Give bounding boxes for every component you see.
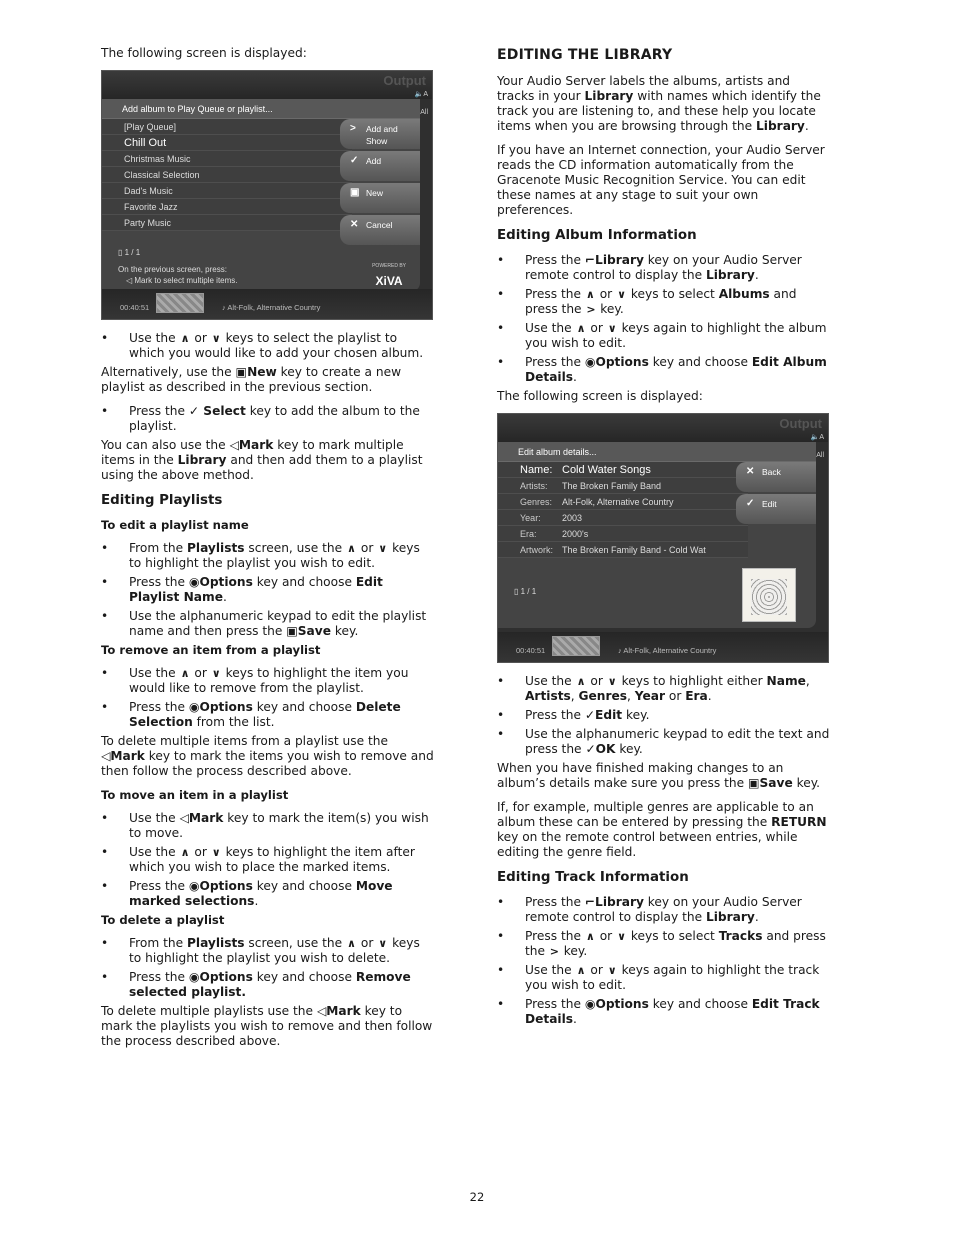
field-artwork[interactable]: Artwork: The Broken Family Band - Cold Wat [498,542,748,558]
options-icon: ◉ [584,355,596,369]
album-thumbnail [156,293,204,313]
back-button[interactable]: ✕ Back [736,462,816,492]
library-icon: ⌐ [584,253,596,267]
task-heading: To move an item in a playlist [101,788,289,802]
section-title: EDITING THE LIBRARY [497,47,673,63]
options-icon: ◉ [188,970,200,984]
close-icon: ✕ [746,466,755,477]
list-item: • Press the ◉Options key and choose Edit Track Details. [497,997,831,1027]
check-icon: ✓ [350,155,359,166]
check-icon: ✓ [584,708,596,722]
task-heading: To delete a playlist [101,913,225,927]
list-item: • Press the ⌐Library key on your Audio Server remote control to display the Library. [497,895,831,925]
track-steps [497,895,831,1027]
page-counter: ▯ 1 / 1 [118,248,141,257]
volume-icon: 🔈A [810,434,824,441]
field-artists[interactable]: Artists: The Broken Family Band [498,478,748,494]
dialog-footer [118,247,404,286]
down-arrow-icon: ∨ [211,332,221,345]
add-button[interactable]: ✓ Add [340,151,420,181]
add-and-show-button[interactable]: > Add and Show [340,119,420,149]
edit-album-screenshot [497,413,829,663]
hint-line-2: ◁ Mark to select multiple items. [126,276,238,285]
field-genres[interactable]: Genres: Alt-Folk, Alternative Country [498,494,748,510]
options-icon: ◉ [188,575,200,589]
dialog-header: Add album to Play Queue or playlist... [102,99,420,119]
album-artwork [742,568,796,622]
page-number: 22 [469,1190,485,1204]
check-icon: ✓ [188,404,200,418]
down-arrow-icon: ∨ [211,667,221,680]
down-arrow-icon: ∨ [607,964,617,977]
page-counter: ▯ 1 / 1 [514,587,537,596]
field-name[interactable]: Name: Cold Water Songs [498,462,748,478]
hint-line-1: On the previous screen, press: [118,265,227,274]
output-label: Output [383,73,426,88]
check-icon: ✓ [585,742,596,756]
list-item: • Use the ◁Mark key to mark the item(s) you wish to move. [101,811,435,841]
edit-button[interactable]: ✓ Edit [736,494,816,524]
task-heading: To remove an item from a playlist [101,643,321,657]
chevron-right-icon: > [586,303,596,316]
chevron-right-icon: > [350,123,356,134]
library-icon: ⌐ [584,895,596,909]
list-item: • Press the ✓ Select key to add the album to the playlist. [101,404,435,434]
up-arrow-icon: ∧ [180,846,190,859]
all-label: All [816,452,824,459]
list-item: • Press the ◉Options key and choose Edit Album Details. [497,355,831,385]
list-item[interactable]: Favorite Jazz [102,199,352,215]
paragraph: If you have an Internet connection, your Audio Server reads the CD information automatically from the Gracenote Music Recognition Service. You can edit these names at any stage to suit your own preferences. [497,143,825,217]
screen-top-bar [102,71,432,99]
list-item: • Use the ∧ or ∨ keys again to highlight the album you wish to edit. [497,321,831,351]
dialog-panel [498,442,816,628]
left-column [101,46,435,1058]
section-heading: Editing Playlists [101,493,223,508]
output-label: Output [779,416,822,431]
screen-intro: The following screen is displayed: [101,46,307,60]
volume-icon: 🔈A [414,91,428,98]
now-playing-genre: ♪ Alt-Folk, Alternative Country [222,303,321,312]
album-steps [497,253,831,385]
save-icon: ▣ [747,776,760,790]
up-arrow-icon: ∧ [180,667,190,680]
down-arrow-icon: ∨ [378,542,388,555]
playlist-list [102,119,352,231]
paragraph: Your Audio Server labels the albums, artists and tracks in your Library with names which identify the track you are listening to, and these help you locate items when you are browsing through the Library. [497,74,821,133]
mark-key-icon: ◁ [179,811,189,825]
new-key-icon: ▣ [235,365,248,379]
task-steps [101,936,435,1000]
new-icon: ▣ [350,187,360,198]
paragraph: Alternatively, use the ▣New key to create a new playlist as described in the previous section. [101,365,402,394]
list-item[interactable]: Dad's Music [102,183,352,199]
down-arrow-icon: ∨ [617,930,627,943]
list-item: • From the Playlists screen, use the ∧ or ∨ keys to highlight the playlist you wish to delete. [101,936,435,966]
list-item: • Press the ◉Options key and choose Delete Selection from the list. [101,700,435,730]
down-arrow-icon: ∨ [607,322,617,335]
list-item: • Press the ∧ or ∨ keys to select Albums and press the > key. [497,287,831,317]
field-era[interactable]: Era: 2000's [498,526,748,542]
edit-steps [497,674,831,757]
album-thumbnail [552,636,600,656]
list-item: • Use the ∧ or ∨ keys to select the playlist to which you would like to add your chosen album. [101,331,435,361]
paragraph: To delete multiple items from a playlist use the ◁Mark key to mark the items you wish to remove and then follow the process described above. [101,734,434,778]
up-arrow-icon: ∧ [347,937,356,950]
task-heading: To edit a playlist name [101,518,249,532]
now-playing-bar [102,289,432,319]
up-arrow-icon: ∧ [576,322,586,335]
list-item[interactable]: Party Music [102,215,352,231]
list-item: • Use the alphanumeric keypad to edit the playlist name and then press the ▣Save key. [101,609,435,639]
mark-key-icon: ◁ [101,749,111,763]
down-arrow-icon: ∨ [211,846,221,859]
list-item: • Use the alphanumeric keypad to edit the text and press the ✓OK key. [497,727,831,757]
dialog-buttons [736,462,816,526]
field-year[interactable]: Year: 2003 [498,510,748,526]
down-arrow-icon: ∨ [617,288,627,301]
save-icon: ▣ [286,624,298,638]
list-item: • Use the ∧ or ∨ keys to highlight either Name, Artists, Genres, Year or Era. [497,674,831,704]
now-playing-bar [498,632,828,662]
screen-intro: The following screen is displayed: [497,389,703,403]
mark-key-icon: ◁ [229,438,239,452]
elapsed-time: 00:40:51 [516,646,546,655]
list-item: • Use the ∧ or ∨ keys to highlight the item after which you wish to place the marked items. [101,845,435,875]
list-item: • From the Playlists screen, use the ∧ or ∨ keys to highlight the playlist you wish to edit. [101,541,435,571]
list-item[interactable]: Chill Out [102,135,352,151]
list-item: • Press the ◉Options key and choose Remove selected playlist. [101,970,435,1000]
section-heading: Editing Album Information [497,228,697,243]
select-playlist-steps [101,331,435,361]
add-to-playlist-screenshot [101,70,433,320]
up-arrow-icon: ∧ [576,675,586,688]
down-arrow-icon: ∨ [607,675,617,688]
task-steps [101,541,435,639]
chevron-right-icon: > [549,945,559,958]
list-item: • Press the ⌐Library key on your Audio Server remote control to display the Library. [497,253,831,283]
task-steps [101,811,435,909]
check-icon: ✓ [746,498,755,509]
down-arrow-icon: ∨ [378,937,388,950]
right-column [497,46,831,1031]
list-item[interactable]: [Play Queue] [102,119,352,135]
close-icon: ✕ [350,219,359,230]
paragraph: If, for example, multiple genres are applicable to an album these can be entered by pressing the RETURN key on the remote control between entries, while editing the genre field. [497,800,827,859]
all-label: All [420,109,428,116]
select-steps [101,404,435,434]
paragraph: When you have finished making changes to an album’s details make sure you press the ▣Save key. [497,761,821,790]
list-item: • Use the ∧ or ∨ keys again to highlight the track you wish to edit. [497,963,831,993]
list-item: • Press the ◉Options key and choose Edit Playlist Name. [101,575,435,605]
elapsed-time: 00:40:51 [120,303,150,312]
up-arrow-icon: ∧ [347,542,356,555]
list-item[interactable]: Classical Selection [102,167,352,183]
new-button[interactable]: ▣ New [340,183,420,213]
paragraph: To delete multiple playlists use the ◁Mark key to mark the playlists you wish to remove and then follow the process described above. [101,1004,433,1048]
now-playing-genre: ♪ Alt-Folk, Alternative Country [618,646,717,655]
screen-top-bar [498,414,828,442]
list-item[interactable]: Christmas Music [102,151,352,167]
list-item: • Use the ∧ or ∨ keys to highlight the item you would like to remove from the playlist. [101,666,435,696]
options-icon: ◉ [188,700,200,714]
paragraph: You can also use the ◁Mark key to mark multiple items in the Library and then add them to a playlist using the above method. [101,438,423,482]
task-steps [101,666,435,730]
dialog-buttons [340,119,420,247]
up-arrow-icon: ∧ [180,332,190,345]
list-item: • Press the ◉Options key and choose Move marked selections. [101,879,435,909]
cancel-button[interactable]: ✕ Cancel [340,215,420,245]
list-item: • Press the ✓Edit key. [497,708,831,723]
dialog-header: Edit album details... [498,442,816,462]
up-arrow-icon: ∧ [585,930,595,943]
options-icon: ◉ [584,997,596,1011]
list-item: • Press the ∧ or ∨ keys to select Tracks and press the > key. [497,929,831,959]
options-icon: ◉ [188,879,200,893]
album-fields [498,462,748,558]
mark-key-icon: ◁ [316,1004,327,1018]
up-arrow-icon: ∧ [585,288,595,301]
section-heading: Editing Track Information [497,870,689,885]
xiva-logo: POWERED BY XiVA [372,263,406,288]
dialog-panel [102,99,420,291]
up-arrow-icon: ∧ [576,964,586,977]
